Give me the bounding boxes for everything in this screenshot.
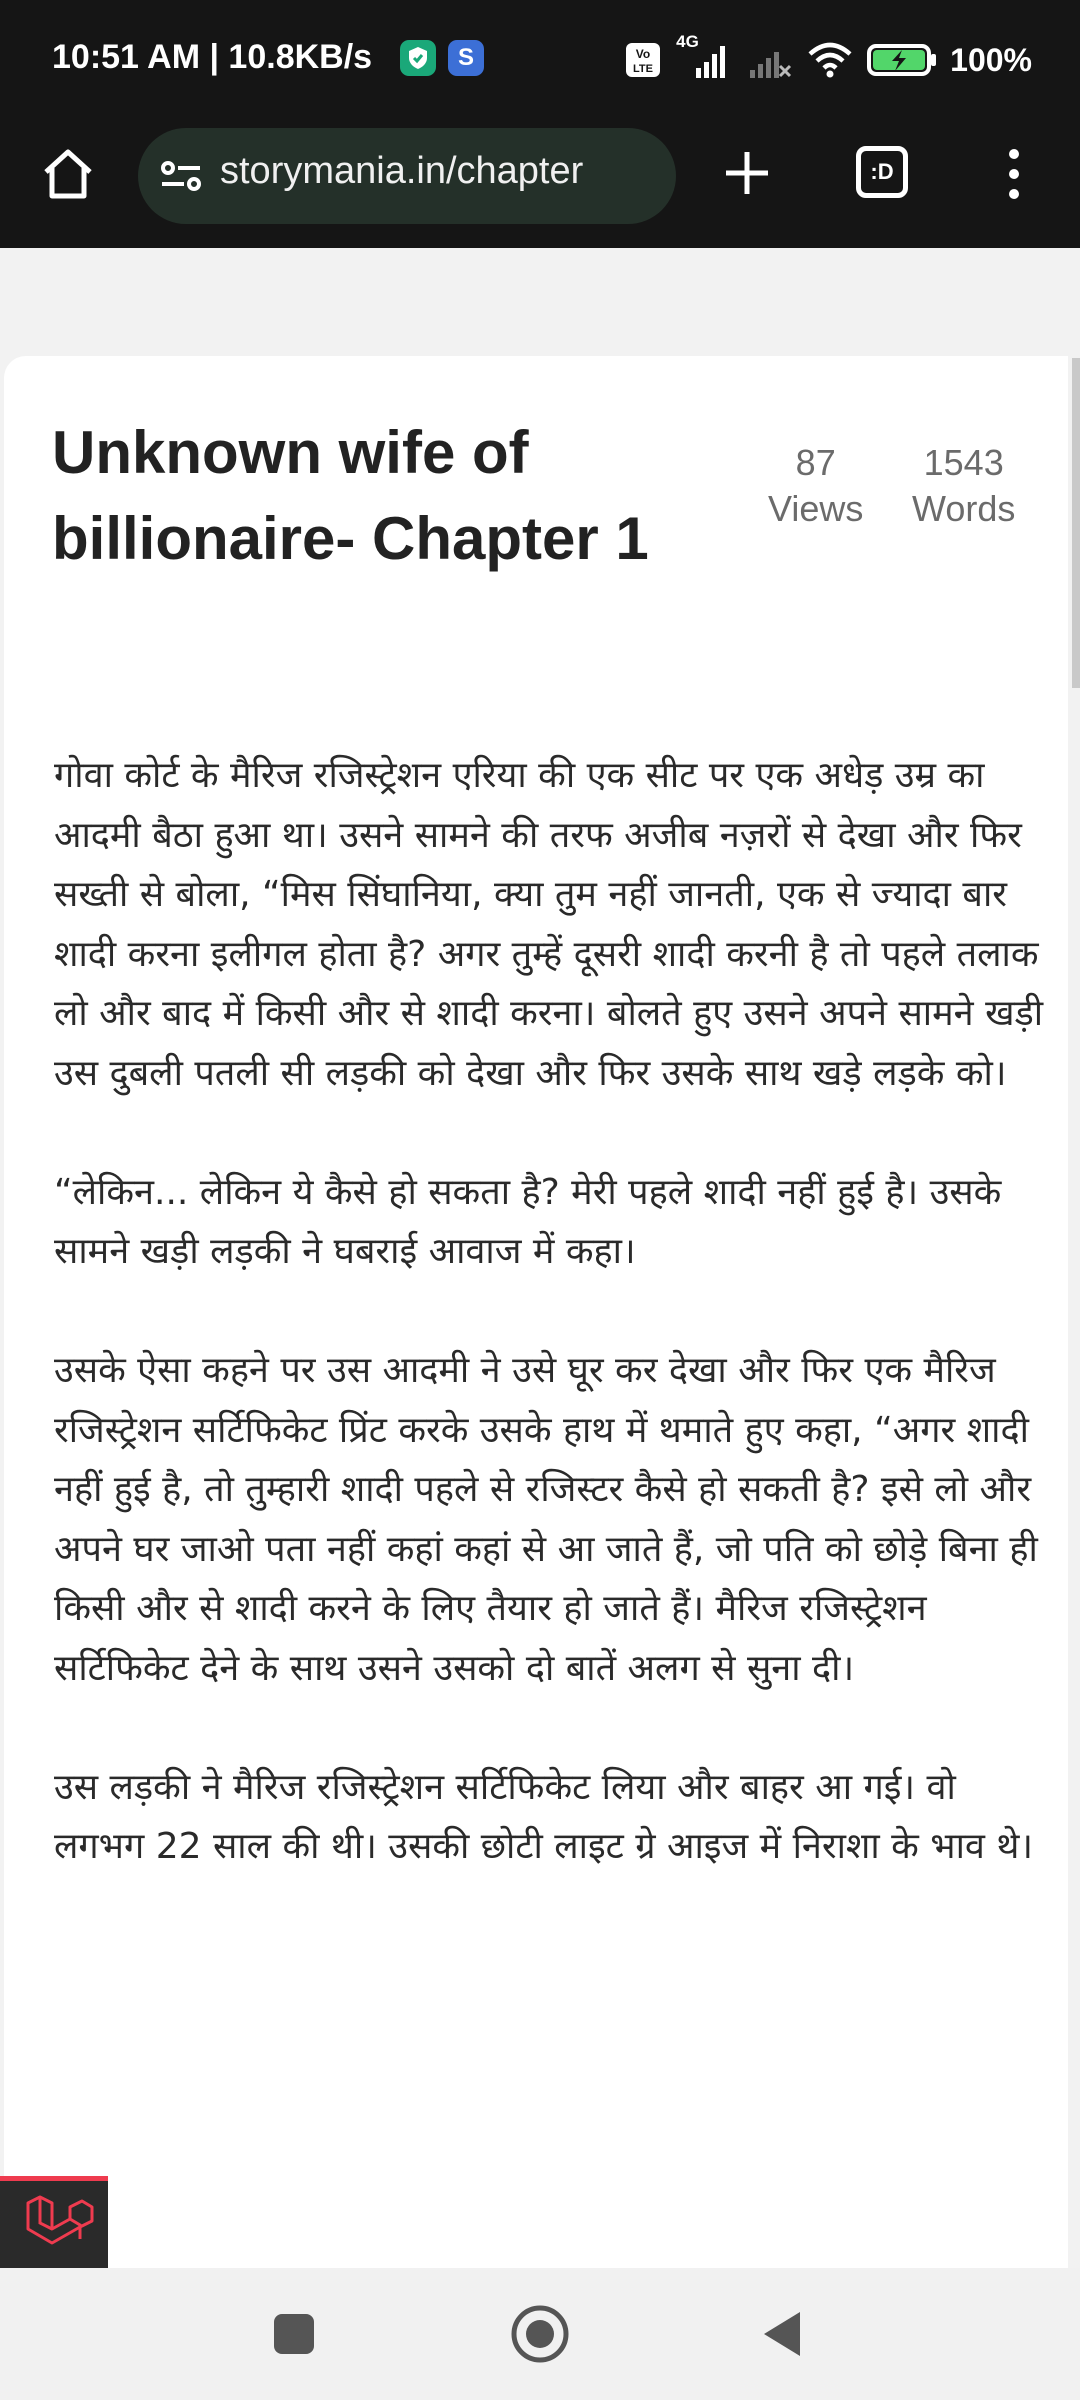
plus-icon[interactable]	[716, 142, 778, 204]
views-stat	[768, 440, 863, 532]
volte-icon	[624, 41, 662, 79]
paragraph: उस लड़की ने मैरिज रजिस्ट्रेशन सर्टिफिकेट लिया और बाहर आ गई। वो लगभग 22 साल की थी। उसकी छोटी लाइट ग्रे आइज में निराशा के भाव थे।	[54, 1766, 1034, 1867]
system-nav-bar	[0, 2268, 1080, 2400]
paragraph: उसके ऐसा कहने पर उस आदमी ने उसे घूर कर देखा और फिर एक मैरिज रजिस्ट्रेशन सर्टिफिकेट प्रिंट करके उसके हाथ में थमाते हुए कहा, “अगर शादी नहीं हुई है, तो तुम्हारी शादी पहले से रजिस्टर कैसे हो सकती है? इसे लो और अपने घर जाओ पता नहीं कहां कहां से आ जाते हैं, जो पति को छोड़े बिना ही किसी और से शादी करने के लिए तैयार हो जाते हैं। मैरिज रजिस्ट्रेशन सर्टिफिकेट देने के साथ उसने उसको दो बातें अलग से सुना दी।	[54, 1350, 1038, 1689]
laravel-icon[interactable]	[4, 2181, 104, 2269]
status-time: 10:51 AM | 10.8KB/s	[52, 38, 373, 76]
words-count: 1543	[923, 442, 1004, 483]
paragraph: गोवा कोर्ट के मैरिज रजिस्ट्रेशन एरिया की एक सीट पर एक अधेड़ उम्र का आदमी बैठा हुआ था। उसने सामने की तरफ अजीब नज़रों से देखा और फिर सख्ती से बोला, “मिस सिंघानिया, क्या तुम नहीं जानती, एक से ज्यादा बार शादी करना इलीगल होता है? अगर तुम्हें दूसरी शादी करनी है तो पहले तलाक लो और बाद में किसी और से शादी करना। बोलते हुए उसने अपने सामने खड़ी उस दुबली पतली सी लड़की को देखा और फिर उसके साथ खड़े लड़के को।	[54, 755, 1044, 1094]
address-bar[interactable]	[138, 128, 676, 224]
words-label: Words	[912, 488, 1016, 529]
url-text[interactable]: storymania.in/chapter	[220, 150, 584, 192]
signal-2-icon	[746, 38, 794, 82]
network-type: 4G	[676, 32, 699, 51]
svg-text:LTE: LTE	[633, 63, 654, 75]
chapter-title: Unknown wife of billionaire- Chapter 1	[52, 419, 649, 572]
battery-percent: 100%	[950, 41, 1032, 78]
shield-icon	[400, 40, 436, 76]
tune-icon[interactable]	[154, 148, 210, 204]
scrollbar[interactable]	[1072, 358, 1080, 688]
words-stat	[912, 440, 1015, 532]
recent-apps-icon[interactable]	[272, 2312, 316, 2356]
home-icon[interactable]	[38, 144, 98, 204]
back-icon[interactable]	[758, 2308, 806, 2360]
views-label: Views	[768, 488, 864, 529]
wifi-icon	[806, 40, 854, 80]
signal-icon	[674, 32, 734, 82]
views-count: 87	[795, 442, 836, 483]
more-vert-icon[interactable]	[996, 142, 1032, 206]
tabs-icon[interactable]: :D	[856, 146, 908, 198]
home-circle-icon[interactable]	[508, 2302, 572, 2366]
status-bar	[0, 0, 1080, 128]
paragraph: “लेकिन... लेकिन ये कैसे हो सकता है? मेरी पहले शादी नहीं हुई है। उसके सामने खड़ी लड़की ने घबराई आवाज में कहा।	[54, 1171, 1002, 1272]
browser-toolbar	[0, 128, 1080, 248]
status-icons	[624, 34, 1032, 86]
svg-text:Vo: Vo	[635, 47, 651, 61]
chapter-body	[54, 746, 1044, 1936]
debug-badge[interactable]	[0, 2176, 108, 2273]
s-app-icon: S	[448, 40, 484, 76]
battery-icon	[866, 40, 938, 80]
